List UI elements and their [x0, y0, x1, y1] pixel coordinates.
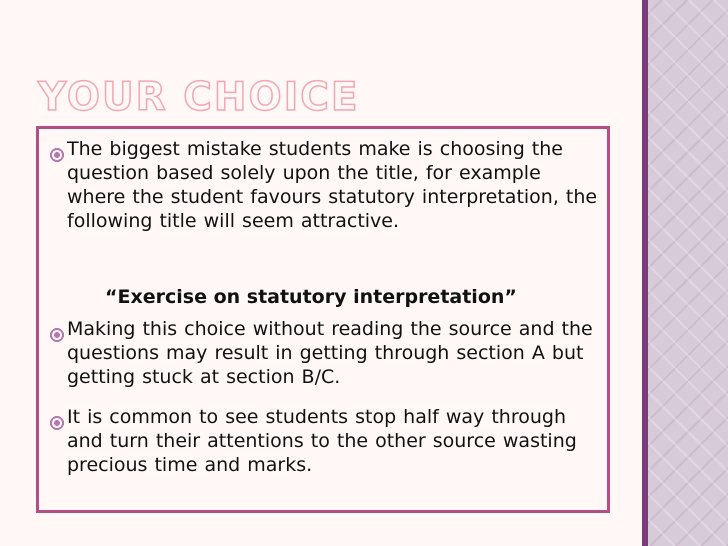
- target-bullet-icon: [49, 327, 65, 343]
- bullet-text: It is common to see students stop half way through and turn their attentions to the other source wasting precious time and marks.: [67, 406, 577, 476]
- list-item: [39, 137, 607, 277]
- accent-vertical-line: [642, 0, 648, 546]
- decorative-side-band: [648, 0, 728, 546]
- list-item: [39, 405, 607, 485]
- bullet-text: Making this choice without reading the source and the questions may result in getting through section A but getting stuck at section B/C.: [67, 318, 593, 388]
- bullet-text: The biggest mistake students make is choosing the question based solely upon the title, for example where the student favours statutory interpretation, the following title will seem attractive.: [67, 138, 598, 232]
- content-box: [36, 126, 610, 513]
- slide-title: YOUR CHOICE: [38, 75, 360, 120]
- target-bullet-icon: [49, 147, 65, 163]
- example-title-quote: “Exercise on statutory interpretation”: [105, 286, 517, 308]
- target-bullet-icon: [49, 415, 65, 431]
- list-item: [39, 317, 607, 397]
